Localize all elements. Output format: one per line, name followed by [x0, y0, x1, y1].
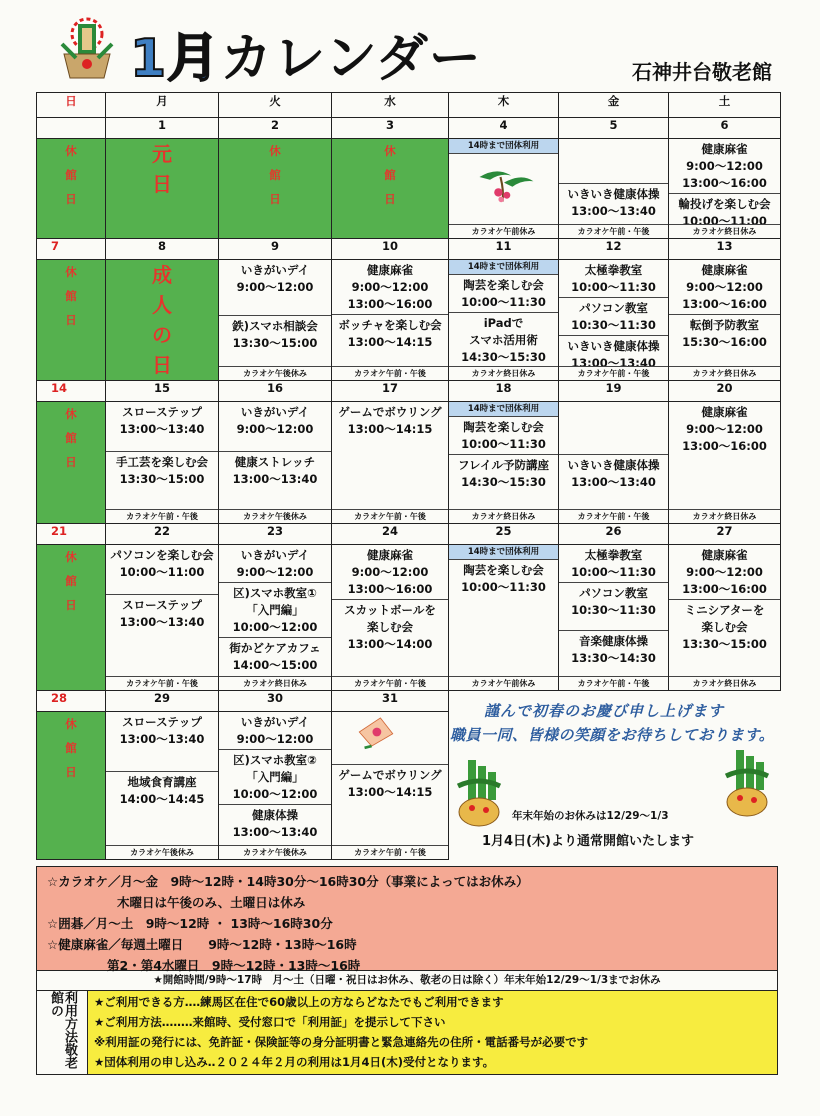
event-time: 13:00～16:00 [347, 297, 433, 311]
dow-tue: 火 [219, 93, 332, 118]
event-title: 健康麻雀 [367, 548, 413, 562]
event-title: いきがいデイ [240, 715, 310, 729]
page-title [130, 16, 482, 91]
karaoke-note: カラオケ終日休み [449, 366, 558, 380]
day-13-cell [669, 260, 781, 381]
date-cell: 7 [37, 239, 106, 260]
ganjitsu-text: 元日 [152, 142, 172, 196]
closed-text: 休館日 [65, 265, 77, 327]
event [332, 402, 448, 439]
info-line: ☆囲碁／月～土 9時～12時 ・ 13時～16時30分 [47, 916, 333, 931]
date-cell: 5 [559, 118, 669, 139]
kadomatsu-left-icon [454, 756, 504, 828]
karaoke-note: カラオケ午前・午後 [559, 366, 668, 380]
event-time: 13:00～13:40 [119, 422, 205, 436]
event-title: 輪投げを楽しむ会 [678, 197, 771, 211]
event-title: 陶芸を楽しむ会 [463, 563, 544, 577]
event-time: 13:00～16:00 [347, 582, 433, 596]
title-rest: カレンダー [220, 29, 482, 89]
org-name: 石神井台敬老館 [632, 60, 772, 84]
week1-dates [37, 118, 781, 139]
event-time: 9:00～12:00 [236, 422, 314, 436]
event [219, 749, 331, 804]
day-29-cell [106, 712, 219, 860]
usage-line: ★団体利用の申し込み‥２０２４年２月の利用は1月4日(木)受付となります。 [94, 1055, 495, 1069]
day-22-cell [106, 545, 219, 691]
event-title: 健康麻雀 [701, 405, 748, 419]
event [106, 451, 218, 489]
event-title: いきがいデイ [240, 548, 310, 562]
karaoke-note: カラオケ終日休み [669, 366, 780, 380]
karaoke-note: カラオケ午前・午後 [559, 224, 668, 238]
event-title: 健康体操 [252, 808, 298, 822]
event-title: iPadで [483, 316, 524, 330]
event-time: 9:00～12:00 [686, 280, 763, 294]
event-time: 10:30～11:30 [571, 318, 656, 332]
event-time: 13:00～16:00 [682, 582, 767, 596]
event-time: 9:00～12:00 [236, 732, 314, 746]
event-time: 13:00～14:00 [347, 637, 433, 651]
group-tag: 14時まで団体利用 [449, 260, 558, 275]
closed-text: 休館日 [65, 717, 77, 779]
event-title: 太極拳教室 [584, 263, 643, 277]
event-title: 健康麻雀 [367, 263, 413, 277]
closed-text: 休館日 [65, 550, 77, 612]
event [219, 582, 331, 637]
event-time: 13:00～13:40 [571, 204, 656, 218]
date-cell: 21 [37, 524, 106, 545]
event-time: 13:00～16:00 [682, 439, 767, 453]
event [332, 599, 448, 654]
date-cell: 1 [106, 118, 219, 139]
event-time: 13:00～13:40 [119, 732, 205, 746]
event [449, 454, 558, 492]
event-time: 15:30～16:00 [682, 335, 767, 349]
event-time: 13:30～15:00 [232, 336, 318, 350]
karaoke-note: カラオケ午前・午後 [106, 676, 218, 690]
event [219, 260, 331, 297]
day-15-cell [106, 402, 219, 524]
event-time: 13:00～13:40 [232, 472, 318, 486]
day-20-cell [669, 402, 781, 524]
event-title: 区)スマホ教室② [233, 753, 317, 767]
event-title: パソコン教室 [579, 301, 648, 315]
event-time: 10:00～11:30 [571, 565, 656, 579]
date-cell [37, 118, 106, 139]
karaoke-note: カラオケ終日休み [669, 224, 780, 238]
day-30-cell [219, 712, 332, 860]
event-title: 健康麻雀 [701, 142, 748, 156]
event [219, 451, 331, 489]
closed-label [37, 260, 106, 381]
day-11-cell [449, 260, 559, 381]
event-title: 太極拳教室 [584, 548, 643, 562]
event [449, 312, 558, 367]
event-title: ゲームでボウリング [338, 768, 442, 782]
date-cell: 16 [219, 381, 332, 402]
day-10-cell [332, 260, 449, 381]
event-title: 街かどケアカフェ [229, 641, 321, 655]
week3-events [37, 402, 781, 524]
event [559, 297, 668, 335]
karaoke-note: カラオケ午後休み [219, 845, 331, 859]
event-time: 13:30～15:00 [682, 637, 767, 651]
usage-lines [88, 991, 777, 1074]
event-title: 音楽健康体操 [579, 634, 648, 648]
usage-info [36, 991, 778, 1075]
info-line: ☆健康麻雀／毎週土曜日 9時～12時・13時～16時 [47, 937, 357, 952]
event-time: 10:00～11:30 [461, 580, 546, 594]
karaoke-note: カラオケ午後休み [219, 509, 331, 523]
karaoke-note: カラオケ終日休み [669, 676, 780, 690]
event-title: 健康麻雀 [701, 548, 748, 562]
dow-row [37, 93, 781, 118]
event [219, 545, 331, 582]
dow-fri: 金 [559, 93, 669, 118]
event-time: 10:00～11:00 [119, 565, 205, 579]
date-cell: 20 [669, 381, 781, 402]
activity-info [36, 866, 778, 971]
date-cell: 10 [332, 239, 449, 260]
event [332, 314, 448, 352]
event [219, 804, 331, 842]
event-time: 13:00～16:00 [682, 297, 767, 311]
date-cell: 31 [332, 691, 449, 712]
dow-wed: 水 [332, 93, 449, 118]
event [332, 764, 448, 802]
event [669, 260, 780, 314]
karaoke-note: カラオケ午前・午後 [106, 509, 218, 523]
date-cell: 2 [219, 118, 332, 139]
event-title: パソコンを楽しむ会 [110, 548, 214, 562]
event-time: 9:00～12:00 [236, 280, 314, 294]
event [669, 402, 780, 456]
event [219, 712, 331, 749]
event [559, 183, 668, 221]
event-title: 健康ストレッチ [234, 455, 316, 469]
event [332, 260, 448, 314]
date-cell: 23 [219, 524, 332, 545]
date-cell: 17 [332, 381, 449, 402]
day-19-cell [559, 402, 669, 524]
date-cell: 29 [106, 691, 219, 712]
date-cell: 6 [669, 118, 781, 139]
greeting-block [446, 694, 780, 862]
event [559, 454, 668, 492]
event-time: 13:00～13:40 [119, 615, 205, 629]
event [219, 637, 331, 675]
event-title: 陶芸を楽しむ会 [463, 420, 544, 434]
event-time: 10:00～11:30 [461, 437, 546, 451]
event-title: 楽しむ会 [701, 620, 748, 634]
day-9-cell [219, 260, 332, 381]
event-title: スカットボールを [344, 603, 436, 617]
date-cell: 12 [559, 239, 669, 260]
event-time: 9:00～12:00 [351, 565, 429, 579]
title-month: 1月 [130, 29, 221, 89]
closed-label [37, 545, 106, 691]
event [332, 545, 448, 599]
event-time: 13:00～13:40 [232, 825, 318, 839]
karaoke-note: カラオケ午前休み [449, 676, 558, 690]
day-6-cell [669, 139, 781, 239]
greeting-line1: 謹んで初春のお慶び申し上げます [484, 702, 725, 720]
dow-thu: 木 [449, 93, 559, 118]
event-title: 鉄)スマホ相談会 [232, 319, 318, 333]
closed-text: 休館日 [65, 407, 77, 469]
event-time: 10:00～12:00 [232, 620, 318, 634]
event [106, 771, 218, 809]
event-time: 10:00～12:00 [232, 787, 318, 801]
event-time: 13:30～14:30 [571, 651, 656, 665]
event-time: 14:00～15:00 [232, 658, 318, 672]
day-18-cell [449, 402, 559, 524]
day-27-cell [669, 545, 781, 691]
week2-events [37, 260, 781, 381]
event-title: 区)スマホ教室① [233, 586, 317, 600]
date-cell: 22 [106, 524, 219, 545]
event-time: 10:00～11:00 [682, 214, 767, 228]
week1-events [37, 139, 781, 239]
event [449, 417, 558, 454]
closed-label [37, 139, 106, 239]
date-cell: 26 [559, 524, 669, 545]
date-cell: 30 [219, 691, 332, 712]
event [449, 560, 558, 597]
event-time: 10:00～11:30 [571, 280, 656, 294]
event [559, 260, 668, 297]
event [669, 599, 780, 654]
event-time: 10:30～11:30 [571, 603, 656, 617]
day-5-cell [559, 139, 669, 239]
event [106, 402, 218, 439]
event-title: 楽しむ会 [367, 620, 413, 634]
event [219, 315, 331, 353]
usage-side-label: 利用方法敬老館の [37, 991, 88, 1074]
kadomatsu-icon [58, 14, 116, 80]
closed-text: 休館日 [384, 144, 396, 206]
event-title: いきいき健康体操 [567, 187, 660, 201]
usage-line: ★ご利用方法‥‥‥‥来館時、受付窓口で「利用証」を提示して下さい [94, 1015, 446, 1029]
date-cell: 18 [449, 381, 559, 402]
event-time: 9:00～12:00 [351, 280, 429, 294]
week3-dates [37, 381, 781, 402]
date-cell: 11 [449, 239, 559, 260]
event-time: 13:00～14:15 [347, 422, 433, 436]
event [106, 545, 218, 582]
dow-mon: 月 [106, 93, 219, 118]
ganjitsu-cell [106, 139, 219, 239]
group-tag: 14時まで団体利用 [449, 402, 558, 417]
event-time: 13:30～15:00 [119, 472, 205, 486]
usage-line: ※利用証の発行には、免許証・保険証等の身分証明書と緊急連絡先の住所・電話番号が必要です [94, 1035, 589, 1049]
day-4-cell [449, 139, 559, 239]
karaoke-note: カラオケ午後休み [106, 845, 218, 859]
event-title: いきがいデイ [240, 263, 310, 277]
day-12-cell [559, 260, 669, 381]
group-tag: 14時まで団体利用 [449, 545, 558, 560]
date-cell: 9 [219, 239, 332, 260]
closed-cell [219, 139, 332, 239]
event [669, 545, 780, 599]
event [559, 582, 668, 620]
event-title: 陶芸を楽しむ会 [463, 278, 544, 292]
event-time: 9:00～12:00 [686, 159, 763, 173]
seijin-cell [106, 260, 219, 381]
event-title: 手工芸を楽しむ会 [116, 455, 208, 469]
date-cell: 25 [449, 524, 559, 545]
event [559, 545, 668, 582]
day-26-cell [559, 545, 669, 691]
event-time: 13:00～13:40 [571, 475, 656, 489]
date-cell: 13 [669, 239, 781, 260]
week4-dates [37, 524, 781, 545]
fan-decoration-icon [354, 714, 398, 750]
header [0, 0, 820, 92]
event-time: 13:00～14:15 [347, 335, 433, 349]
event-time: 9:00～12:00 [686, 565, 763, 579]
event-title: ミニシアターを [684, 603, 765, 617]
event-time: 13:00～14:15 [347, 785, 433, 799]
event [219, 402, 331, 439]
day-16-cell [219, 402, 332, 524]
date-cell: 28 [37, 691, 106, 712]
closed-text: 休館日 [65, 144, 77, 206]
date-cell: 3 [332, 118, 449, 139]
event-title: スローステップ [122, 598, 202, 612]
event-title: いきいき健康体操 [567, 339, 660, 353]
event-time: 10:00～11:30 [461, 295, 546, 309]
event-title: スローステップ [122, 715, 202, 729]
pine-plum-icon [469, 158, 539, 210]
event-title: スローステップ [122, 405, 202, 419]
kadomatsu-right-icon [722, 746, 772, 818]
event [559, 630, 668, 668]
seijin-text: 成人の日 [152, 263, 172, 377]
closed-label [37, 402, 106, 524]
info-line: ☆カラオケ／月～金 9時～12時・14時30分～16時30分（事業によってはお休み） [47, 874, 529, 889]
event-title: 転倒予防教室 [690, 318, 759, 332]
day-17-cell [332, 402, 449, 524]
event-time: 9:00～12:00 [686, 422, 763, 436]
karaoke-note: カラオケ終日休み [449, 509, 558, 523]
event-title: 「入門編」 [246, 603, 304, 617]
event-title: パソコン教室 [579, 586, 648, 600]
karaoke-note: カラオケ午前・午後 [559, 509, 668, 523]
event-title: ゲームでボウリング [338, 405, 442, 419]
greeting-line2: 職員一同、皆様の笑顔をお待ちしております。 [450, 726, 775, 744]
karaoke-note: カラオケ午前・午後 [559, 676, 668, 690]
karaoke-note: カラオケ終日休み [219, 676, 331, 690]
group-tag: 14時まで団体利用 [449, 139, 558, 154]
karaoke-note: カラオケ午前・午後 [332, 366, 448, 380]
date-cell: 27 [669, 524, 781, 545]
closed-text: 休館日 [269, 144, 281, 206]
event-title: いきがいデイ [240, 405, 310, 419]
karaoke-note: カラオケ午前休み [449, 224, 558, 238]
dow-sun: 日 [37, 93, 106, 118]
holiday-note: 年末年始のお休みは12/29～1/3 [512, 810, 669, 822]
karaoke-note: カラオケ終日休み [669, 509, 780, 523]
info-line: 木曜日は午後のみ、土曜日は休み [117, 895, 306, 910]
event-title: 「入門編」 [246, 770, 304, 784]
day-31-cell [332, 712, 449, 860]
opening-hours: ★開館時間/9時～17時 月～土（日曜・祝日はお休み、敬老の日は除く）年末年始12/29～1/3までお休み [36, 971, 778, 991]
date-cell: 19 [559, 381, 669, 402]
event [669, 314, 780, 352]
karaoke-note: カラオケ午前・午後 [332, 845, 448, 859]
event-title: いきいき健康体操 [567, 458, 660, 472]
info-line: 第2・第4水曜日 9時～12時・13時～16時 [107, 958, 361, 973]
date-cell: 4 [449, 118, 559, 139]
karaoke-note: カラオケ午後休み [219, 366, 331, 380]
event-title: フレイル予防講座 [458, 458, 549, 472]
event-title: ボッチャを楽しむ会 [338, 318, 442, 332]
day-23-cell [219, 545, 332, 691]
event-time: 9:00～12:00 [236, 565, 314, 579]
event [106, 712, 218, 749]
reopen-note: 1月4日(木)より通常開館いたします [482, 834, 694, 849]
event-title: 健康麻雀 [701, 263, 748, 277]
date-cell: 15 [106, 381, 219, 402]
date-cell: 8 [106, 239, 219, 260]
karaoke-note: カラオケ午前・午後 [332, 676, 448, 690]
day-25-cell [449, 545, 559, 691]
dow-sat: 土 [669, 93, 781, 118]
week4-events [37, 545, 781, 691]
event [449, 275, 558, 312]
event-time: 14:30～15:30 [461, 475, 546, 489]
event-title: スマホ活用術 [469, 333, 538, 347]
event [669, 139, 780, 193]
closed-label [37, 712, 106, 860]
event-time: 14:00～14:45 [119, 792, 205, 806]
week2-dates [37, 239, 781, 260]
closed-cell [332, 139, 449, 239]
event [106, 594, 218, 632]
karaoke-note: カラオケ午前・午後 [332, 509, 448, 523]
usage-line: ★ご利用できる方‥‥練馬区在住で60歳以上の方ならどなたでもご利用できます [94, 995, 504, 1009]
event-time: 13:00～16:00 [682, 176, 767, 190]
date-cell: 24 [332, 524, 449, 545]
event-time: 13:00～13:40 [571, 356, 656, 370]
event-time: 14:30～15:30 [461, 350, 546, 364]
day-24-cell [332, 545, 449, 691]
event-title: 地域食育講座 [127, 775, 197, 789]
date-cell: 14 [37, 381, 106, 402]
